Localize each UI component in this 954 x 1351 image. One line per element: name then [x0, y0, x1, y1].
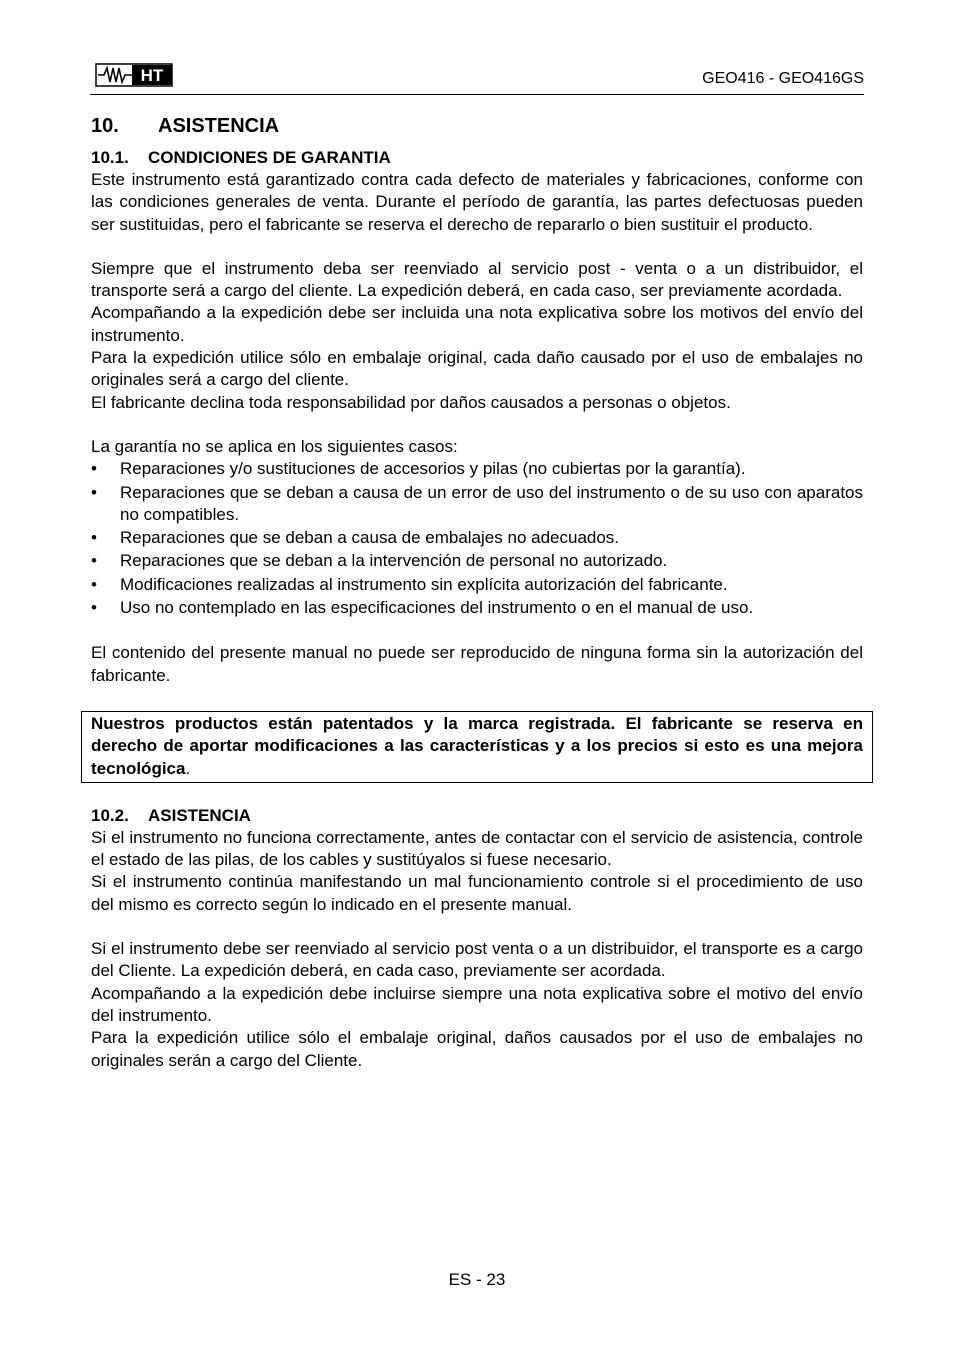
- list-item: • Reparaciones que se deban a la intervención de personal no autorizado.: [91, 550, 863, 572]
- notice-end: .: [185, 758, 191, 778]
- page-header: [90, 58, 864, 95]
- list-item: • Reparaciones y/o sustituciones de accesorios y pilas (no cubiertas por la garantía).: [91, 458, 863, 480]
- paragraph: Para la expedición utilice sólo en embalaje original, cada daño causado por el uso de embalajes no originales será a cargo del cliente.: [91, 348, 863, 390]
- paragraph: Acompañando a la expedición debe incluirse siempre una nota explicativa sobre el motivo del envío del instrumento.: [91, 983, 863, 1025]
- patent-notice-box: [81, 711, 873, 783]
- list-item: • Modificaciones realizadas al instrumento sin explícita autorización del fabricante.: [91, 574, 863, 596]
- list-item: • Reparaciones que se deban a causa de embalajes no adecuados.: [91, 527, 863, 549]
- subsection-heading-assistance: [91, 805, 863, 827]
- paragraph: Este instrumento está garantizado contra cada defecto de materiales y fabricaciones, conforme con las condiciones generales de venta. Durante el período de garantía, las partes defectuosas pueden ser sustituidas, pero el fabricante se reserva el derecho de repararlo o bien sustituir el producto.: [91, 170, 863, 234]
- notice-text: Nuestros productos están patentados y la marca registrada. El fabricante se reserva en derecho de aportar modificaciones a las características y a los precios si esto es una mejora tecnológica: [91, 713, 863, 778]
- subsection-number: 10.1.: [91, 148, 129, 167]
- section-number: 10.: [91, 115, 119, 137]
- subsection-title: CONDICIONES DE GARANTIA: [148, 148, 391, 167]
- page-number: ES - 23: [448, 1270, 506, 1289]
- section-title: ASISTENCIA: [158, 115, 280, 137]
- subsection-heading-warranty: [91, 147, 863, 169]
- paragraph: El fabricante declina toda responsabilidad por daños causados a personas o objetos.: [91, 392, 731, 412]
- paragraph: Acompañando a la expedición debe ser incluida una nota explicativa sobre los motivos del envío del instrumento.: [91, 303, 863, 345]
- paragraph: Si el instrumento debe ser reenviado al servicio post venta o a un distribuidor, el transporte es a cargo del Cliente. La expedición deberá, en cada caso, previamente ser acordada.: [91, 939, 863, 981]
- model-name: GEO416 - GEO416GS: [702, 70, 864, 87]
- ht-logo: [94, 60, 174, 90]
- paragraph: Si el instrumento no funciona correctamente, antes de contactar con el servicio de asistencia, controle el estado de las pilas, de los cables y sustitúyalos si fuese necesario.: [91, 827, 863, 870]
- list-item: • Uso no contemplado en las especificaciones del instrumento o en el manual de uso.: [91, 597, 863, 619]
- paragraph: El contenido del presente manual no puede ser reproducido de ninguna forma sin la autorización del fabricante.: [91, 643, 863, 685]
- list-item: • Reparaciones que se deban a causa de un error de uso del instrumento o de su uso con aparatos no compatibles.: [91, 482, 863, 527]
- exclusions-list: [91, 458, 863, 619]
- paragraph: Si el instrumento continúa manifestando un mal funcionamiento controle si el procedimiento de uso del mismo es correcto según lo indicado en el presente manual.: [91, 872, 863, 914]
- section-heading: [91, 115, 863, 137]
- page-content: [91, 110, 863, 1072]
- paragraph: Para la expedición utilice sólo el embalaje original, daños causados por el uso de embalajes no originales serán a cargo del Cliente.: [91, 1028, 863, 1070]
- subsection-number: 10.2.: [91, 805, 129, 825]
- paragraph: La garantía no se aplica en los siguientes casos:: [91, 436, 458, 456]
- subsection-title: ASISTENCIA: [148, 805, 251, 825]
- paragraph: Siempre que el instrumento deba ser reenviado al servicio post - venta o a un distribuidor, el transporte será a cargo del cliente. La expedición deberá, en cada caso, ser previamente acordada.: [91, 258, 863, 301]
- logo-text: HT: [140, 66, 164, 85]
